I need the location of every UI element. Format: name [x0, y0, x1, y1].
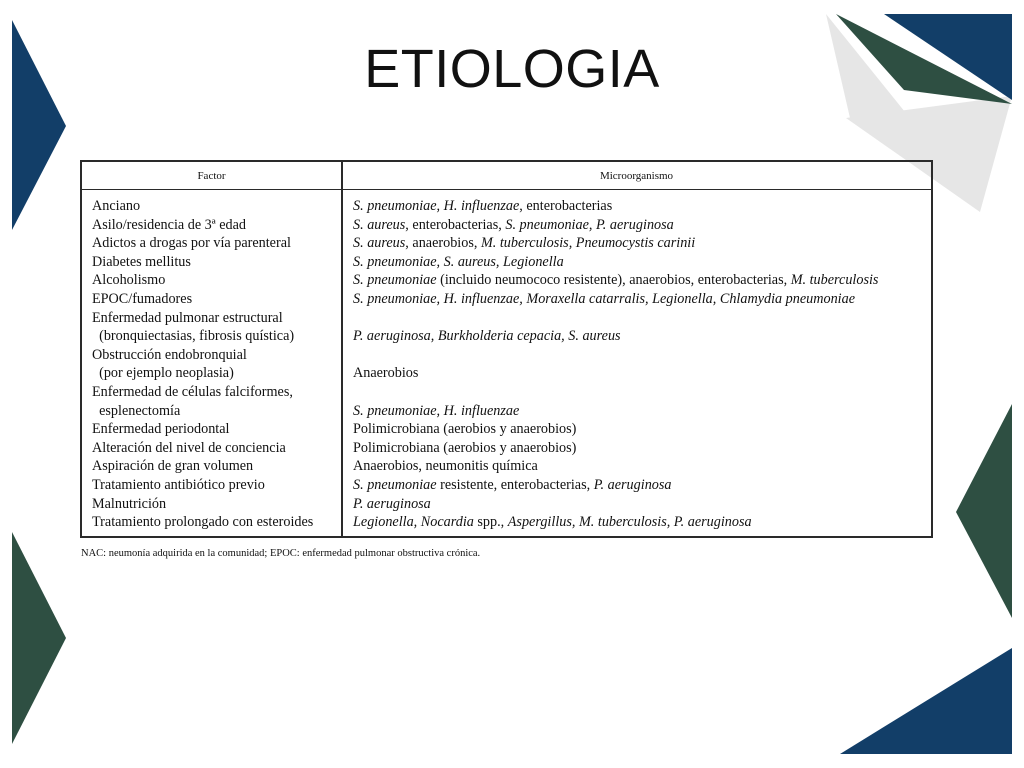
organism-text: , enterobacterias,	[405, 216, 506, 233]
table-row	[82, 477, 931, 496]
factor-cell: Enfermedad periodontal	[92, 421, 230, 438]
factor-cell: Tratamiento antibiótico previo	[92, 477, 265, 493]
column-divider	[341, 190, 343, 536]
organism-name-italic: S. aureus	[353, 216, 406, 233]
microorganism-cell	[353, 254, 564, 271]
organism-text: resistente, enterobacterias,	[436, 477, 594, 493]
organism-name-italic: P. aeruginosa	[593, 477, 672, 493]
factor-cell: Alcoholismo	[92, 272, 166, 289]
microorganism-cell	[353, 514, 752, 531]
factor-cell: Malnutrición	[92, 495, 167, 512]
table-row	[82, 514, 931, 533]
left-bottom-green-chevron	[12, 532, 66, 744]
organism-name-italic: S. pneumoniae, S. aureus, Legionella	[353, 253, 564, 270]
organism-name-italic: S. aureus	[353, 235, 406, 252]
table-row	[82, 310, 931, 329]
factor-cell: (por ejemplo neoplasia)	[92, 365, 234, 382]
organism-name-italic: S. pneumoniae	[353, 272, 437, 289]
microorganism-cell	[353, 458, 538, 475]
microorganism-cell	[353, 403, 519, 420]
organism-name-italic: M. tuberculosis, Pneumocystis carinii	[480, 235, 696, 252]
table-row	[82, 198, 931, 217]
factor-cell: Tratamiento prolongado con esteroides	[92, 514, 314, 531]
header-microorganism: Microorganismo	[599, 170, 674, 182]
organism-name-italic: S. pneumoniae, H. influenzae	[353, 198, 520, 214]
microorganism-cell	[353, 235, 695, 252]
table-row	[82, 328, 931, 347]
table-row	[82, 421, 931, 440]
factor-cell: Enfermedad de células falciformes,	[92, 384, 293, 400]
organism-name-italic: Legionella, Nocardia	[353, 514, 474, 531]
table-row	[82, 217, 931, 236]
table-row	[82, 384, 931, 403]
slide-title: ETIOLOGIA	[364, 39, 660, 99]
factor-cell: Aspiración de gran volumen	[92, 458, 254, 475]
factor-cell: Alteración del nivel de conciencia	[92, 439, 286, 456]
table-row	[82, 291, 931, 310]
organism-name-italic: S. pneumoniae, P. aeruginosa	[505, 216, 674, 233]
organism-text: , enterobacterias	[519, 198, 613, 214]
factor-cell: Enfermedad pulmonar estructural	[92, 309, 283, 326]
organism-text: spp.,	[473, 514, 508, 531]
organism-text: , anaerobios,	[405, 235, 481, 252]
microorganism-cell	[353, 291, 855, 308]
table-header	[82, 162, 931, 190]
table-row	[82, 496, 931, 515]
bottom-right-navy-triangle	[840, 648, 1012, 754]
microorganism-cell	[353, 272, 878, 289]
factor-cell: Adictos a drogas por vía parenteral	[92, 235, 291, 252]
table-row	[82, 365, 931, 384]
organism-name-italic: Aspergillus, M. tuberculosis, P. aeruginosa	[507, 514, 752, 531]
organism-name-italic: S. pneumoniae	[353, 477, 437, 493]
microorganism-cell	[353, 477, 672, 494]
etiology-table	[80, 160, 933, 538]
factor-cell: esplenectomía	[92, 402, 181, 419]
table-row	[82, 235, 931, 254]
organism-text: Polimicrobiana (aerobios y anaerobios)	[353, 439, 577, 456]
microorganism-cell	[353, 440, 576, 457]
factor-cell: Anciano	[92, 198, 141, 214]
organism-text: Polimicrobiana (aerobios y anaerobios)	[353, 421, 577, 438]
microorganism-cell	[353, 365, 418, 382]
organism-text: Anaerobios, neumonitis química	[353, 458, 538, 475]
factor-cell: Obstrucción endobronquial	[92, 346, 247, 363]
organism-name-italic: P. aeruginosa, Burkholderia cepacia, S. aureus	[353, 328, 621, 345]
factor-cell: Asilo/residencia de 3ª edad	[92, 216, 247, 233]
organism-text: (incluido neumococo resistente), anaerobios, enterobacterias,	[436, 272, 791, 289]
table-row	[82, 403, 931, 422]
microorganism-cell	[353, 328, 621, 345]
organism-name-italic: P. aeruginosa	[353, 495, 431, 512]
factor-cell: (bronquiectasias, fibrosis quística)	[92, 328, 295, 345]
organism-name-italic: S. pneumoniae, H. influenzae, Moraxella catarralis, Legionella, Chlamydia pneumoniae	[353, 291, 856, 307]
table-row	[82, 458, 931, 477]
right-middle-green-chevron	[956, 404, 1012, 618]
table-row	[82, 440, 931, 459]
factor-cell: Diabetes mellitus	[92, 253, 191, 270]
table-row	[82, 347, 931, 366]
table-row	[82, 254, 931, 273]
header-factor: Factor	[197, 170, 226, 182]
organism-name-italic: S. pneumoniae, H. influenzae	[353, 402, 520, 419]
microorganism-cell	[353, 198, 612, 215]
table-row	[82, 272, 931, 291]
organism-name-italic: M. tuberculosis	[790, 272, 879, 289]
organism-text: Anaerobios	[353, 365, 419, 382]
microorganism-cell	[353, 496, 431, 513]
table-footnote: NAC: neumonía adquirida en la comunidad; EPOC: enfermedad pulmonar obstructiva crónica.	[81, 548, 481, 559]
microorganism-cell	[353, 421, 576, 438]
microorganism-cell	[353, 217, 674, 234]
factor-cell: EPOC/fumadores	[92, 291, 193, 307]
